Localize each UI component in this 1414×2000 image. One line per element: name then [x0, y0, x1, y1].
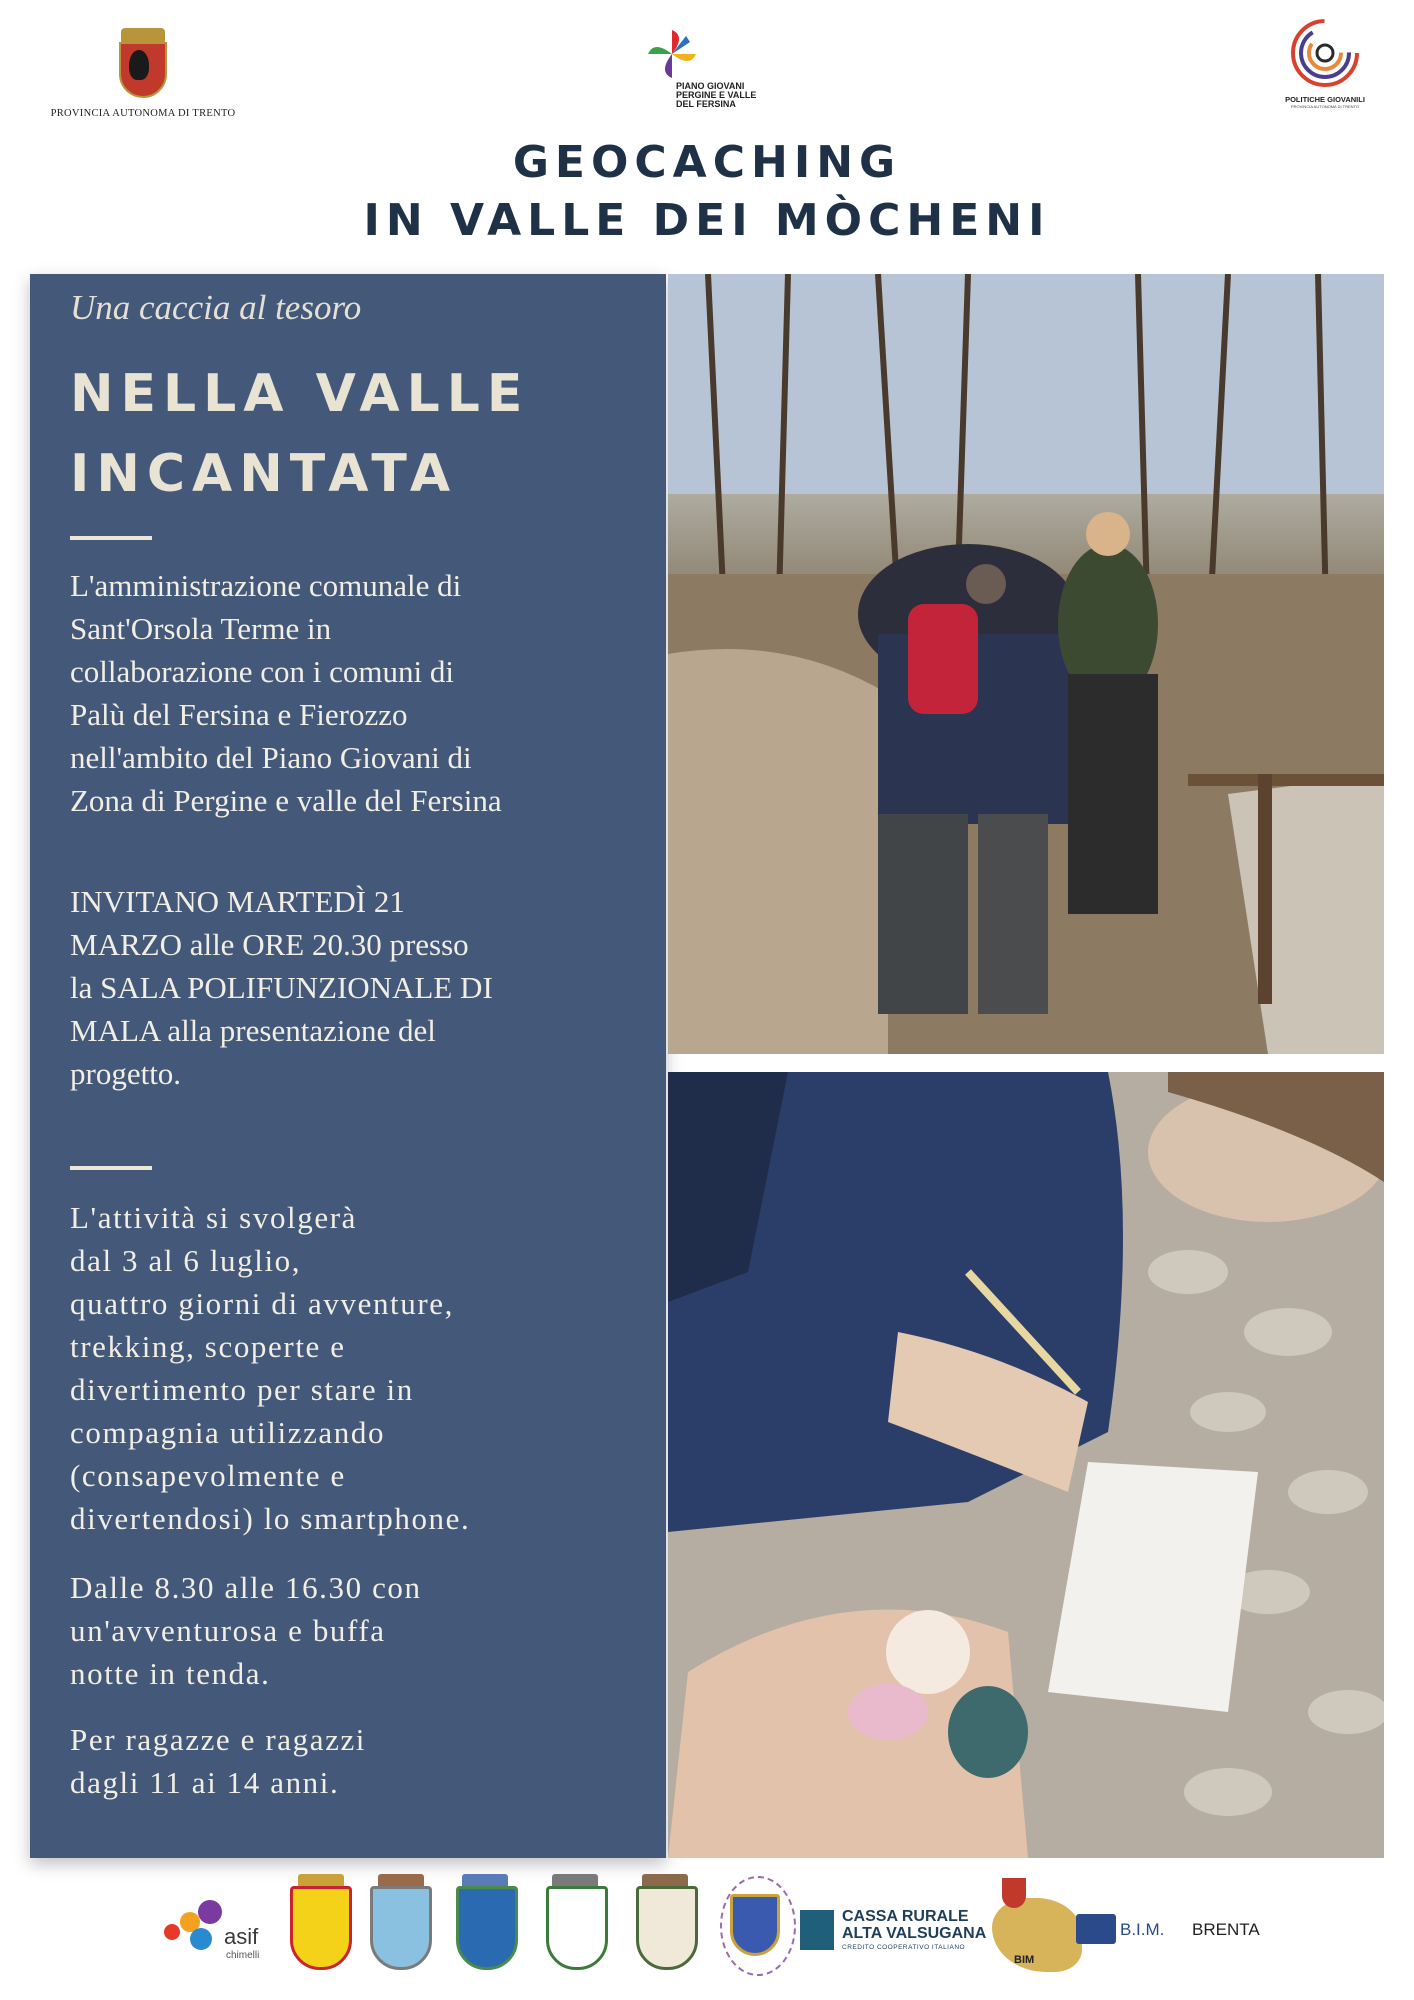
page-title	[0, 134, 1414, 250]
logbook-scene-illustration	[668, 1072, 1384, 1858]
divider-2	[70, 1166, 152, 1170]
municipal-crest-2	[370, 1872, 440, 1982]
title-line-2: IN VALLE DEI MÒCHENI	[363, 195, 1051, 246]
brenta-name: BRENTA	[1192, 1920, 1260, 1939]
info-panel	[30, 274, 666, 1858]
invite-paragraph: INVITANO MARTEDÌ 21 MARZO alle ORE 20.30 presso la SALA POLIFUNZIONALE DI MALA alla presentazione del progetto.	[70, 884, 493, 1091]
politiche-giovanili-subtext: PROVINCIA AUTONOMA DI TRENTO	[1290, 104, 1359, 109]
bim-brenta-mark-icon	[1076, 1914, 1116, 1944]
municipal-crest-1	[290, 1872, 360, 1982]
cassa-rurale-subtitle: CREDITO COOPERATIVO ITALIANO	[842, 1944, 966, 1951]
comunita-alta-valsugana-logo	[716, 1872, 796, 1982]
coat-of-arms-icon	[115, 28, 171, 102]
headline-line-2: INCANTATA	[70, 444, 458, 504]
pinwheel-icon	[646, 28, 698, 80]
forest-scene-illustration	[668, 274, 1384, 1054]
provincia-trento-logo	[48, 28, 238, 119]
subtitle: Una caccia al tesoro	[70, 288, 362, 327]
photo-writing-logbook	[668, 1072, 1384, 1858]
politiche-giovanili-text: POLITICHE GIOVANILI	[1285, 95, 1365, 104]
provincia-logo-text: PROVINCIA AUTONOMA DI TRENTO	[50, 108, 236, 119]
sponsor-bar	[160, 1872, 1260, 1992]
municipal-crest-3	[450, 1872, 530, 1982]
activity-paragraph: L'attività si svolgerà dal 3 al 6 luglio, quattro giorni di avventure, trekking, scoperte e divertimento per stare in compagnia utilizzando (consapevolmente e divertendosi) lo smartphone.	[70, 1200, 471, 1536]
title-line-1: GEOCACHING	[512, 137, 902, 188]
asif-logo	[160, 1882, 300, 1982]
piano-giovani-logo	[640, 28, 770, 118]
municipal-crest-4	[540, 1872, 620, 1982]
concentric-rings-icon	[1290, 18, 1360, 88]
intro-paragraph: L'amministrazione comunale di Sant'Orsola Terme in collaborazione con i comuni di Palù del Fersina e Fierozzo nell'ambito del Piano Giovani di Zona di Pergine e valle del Fersina	[70, 568, 502, 818]
cassa-rurale-mark-icon	[800, 1910, 834, 1950]
audience-paragraph: Per ragazze e ragazzi dagli 11 ai 14 anni.	[70, 1722, 367, 1800]
cassa-rurale-name: CASSA RURALE ALTA VALSUGANA	[842, 1908, 987, 1942]
headline-line-1: NELLA VALLE	[70, 364, 530, 424]
asif-name: asif	[224, 1924, 259, 1949]
asif-subname: chimelli	[226, 1950, 260, 1961]
municipal-crest-5	[630, 1872, 710, 1982]
hours-paragraph: Dalle 8.30 alle 16.30 con un'avventurosa e buffa notte in tenda.	[70, 1570, 422, 1691]
headline	[70, 354, 670, 514]
piano-giovani-text: PIANO GIOVANI PERGINE E VALLE DEL FERSINA	[676, 81, 757, 109]
photo-group-in-forest	[668, 274, 1384, 1054]
divider-1	[70, 536, 152, 540]
politiche-giovanili-logo	[1280, 18, 1370, 109]
bim-label: BIM	[1014, 1954, 1035, 1966]
bim-name: B.I.M.	[1120, 1920, 1165, 1939]
